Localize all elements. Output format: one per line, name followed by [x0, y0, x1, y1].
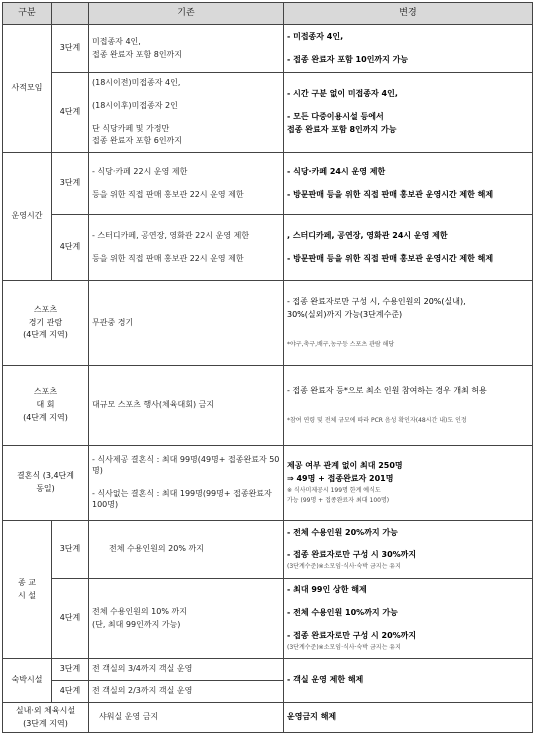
wedding-old	[89, 446, 284, 521]
rules-table-container	[2, 2, 532, 733]
gathering-l3-old-1: 미접종자 4인,	[92, 36, 141, 46]
religion-cat-1: 종 교	[18, 577, 36, 587]
gathering-l4-new-2: - 모든 다중이용시설 등에서	[287, 112, 384, 122]
hours-l3-row	[3, 153, 533, 215]
header-old: 기존	[89, 3, 284, 25]
sports-watch-category	[3, 281, 89, 366]
hours-l3-new-1: - 식당·카페 24시 운영 제한	[287, 166, 386, 176]
wedding-cat-2: 동일)	[36, 484, 55, 493]
religion-l3-new	[284, 521, 533, 579]
sports-watch-old: 무관중 경기	[89, 281, 284, 366]
wedding-new-2: ⇒ 49명 + 접종완료자 201명	[287, 473, 394, 483]
gathering-category: 사적모임	[3, 25, 52, 153]
religion-l3-old: 전체 수용인원의 20% 까지	[89, 521, 284, 579]
wedding-category	[3, 446, 89, 521]
religion-l4-new	[284, 579, 533, 659]
gym-old: 샤워실 운영 금지	[89, 703, 284, 733]
religion-l4-old	[89, 579, 284, 659]
hours-l4-new	[284, 215, 533, 281]
gym-new: 운영금지 해제	[284, 703, 533, 733]
gym-category	[3, 703, 89, 733]
gathering-l4-new-3: 접종 완료자 포함 8인까지 가능	[287, 124, 397, 134]
gathering-l3-new	[284, 25, 533, 73]
sports-watch-note: *야구,축구,배구,농구등 스포츠 관람 해당	[287, 340, 395, 348]
religion-l3-new-1: - 전체 수용인원 20%까지 가능	[287, 527, 398, 537]
hours-l3-level: 3단계	[52, 153, 89, 215]
gathering-l4-row	[3, 73, 533, 153]
hours-l4-new-1: , 스터디카페, 공연장, 영화관 24시 운영 제한	[287, 230, 448, 240]
gathering-l3-old	[89, 25, 284, 73]
religion-l3-row	[3, 521, 533, 579]
religion-l3-new-3: (3단계수준)※소모임·식사·숙박 금지는 유지	[287, 563, 401, 571]
header-blank	[52, 3, 89, 25]
gym-row	[3, 703, 533, 733]
religion-l3-new-2: - 접종 완료자로만 구성 시 30%까지	[287, 550, 417, 560]
gathering-l4-old-3: 단 식당카페 및 가정만	[92, 123, 170, 133]
gathering-l3-old-2: 접종 완료자 포함 8인까지	[92, 49, 182, 59]
gym-cat-2: (3단계 지역)	[23, 718, 68, 728]
religion-l4-new-2: - 전체 수용인원 10%까지 가능	[287, 608, 398, 618]
religion-l4-row	[3, 579, 533, 659]
wedding-new-1: 제공 여부 관계 없이 최대 250명	[287, 461, 403, 471]
gathering-l3-row	[3, 25, 533, 73]
religion-l4-new-4: (3단계수준)※소모임·식사·숙박 금지는 유지	[287, 643, 401, 651]
sports-watch-new-2: 30%(실외)까지 가능(3단계수준)	[287, 309, 403, 319]
sports-watch-row	[3, 281, 533, 366]
sports-event-cat-2: 대 회	[36, 400, 55, 410]
sports-event-cat-3: (4단계 지역)	[23, 412, 68, 422]
sports-event-new-1: - 접종 완료자 등*으로 최소 인원 참여하는 경우 개최 허용	[287, 386, 487, 396]
hours-l3-old-2: 등을 위한 직접 판매 홍보관 22시 운영 제한	[92, 189, 244, 199]
wedding-new	[284, 446, 533, 521]
gathering-l3-new-2: - 접종 완료자 포함 10인까지 가능	[287, 54, 409, 64]
hours-category: 운영시간	[3, 153, 52, 281]
sports-watch-cat-3: (4단계 지역)	[23, 330, 68, 340]
gathering-l4-old	[89, 73, 284, 153]
religion-cat-2: 시 설	[18, 590, 36, 600]
religion-l4-old-1: 전체 수용인원의 10% 까지	[92, 606, 187, 616]
gym-cat-1: 실내·외 체육시설	[15, 705, 76, 715]
lodging-l3-row	[3, 659, 533, 681]
hours-l4-old	[89, 215, 284, 281]
header-new: 변경	[284, 3, 533, 25]
sports-event-cat-1: 스포츠	[33, 387, 58, 397]
gathering-l3-new-1: - 미접종자 4인,	[287, 31, 344, 41]
hours-l3-old-1: - 식당·카페 22시 운영 제한	[92, 166, 188, 176]
sports-event-note: *참여 연령 및 전체 규모에 따라 PCR 음성 확인자(48시간 내)도 인정	[287, 416, 467, 424]
sports-watch-new	[284, 281, 533, 366]
sports-event-category	[3, 366, 89, 446]
religion-l4-level: 4단계	[52, 579, 89, 659]
gathering-l4-old-2: (18시이후)미접종자 2인	[92, 100, 178, 110]
sports-event-old: 대규모 스포츠 행사(체육대회) 금지	[89, 366, 284, 446]
header-row	[3, 3, 533, 25]
sports-event-new	[284, 366, 533, 446]
rules-table	[2, 2, 533, 733]
wedding-old-1: - 식사제공 결혼식 : 최대 99명(49명+ 접종완료자 50명)	[92, 455, 280, 476]
gathering-l4-old-4: 접종 완료자 포함 6인까지	[92, 136, 182, 146]
gathering-l4-level: 4단계	[52, 73, 89, 153]
wedding-new-3: ※ 식사미제공시 199명 한계 예식도	[287, 486, 381, 494]
hours-l4-level: 4단계	[52, 215, 89, 281]
lodging-l4-old: 전 객실의 2/3까지 객실 운영	[89, 681, 284, 703]
sports-watch-cat-2: 경기 관람	[28, 317, 63, 327]
lodging-category: 숙박시설	[3, 659, 52, 703]
religion-l4-new-1: - 최대 99인 상한 해제	[287, 585, 367, 595]
religion-l4-old-2: (단, 최대 99인까지 가능)	[92, 619, 181, 629]
gathering-l4-new	[284, 73, 533, 153]
lodging-l3-old: 전 객실의 3/4까지 객실 운영	[89, 659, 284, 681]
lodging-l4-level: 4단계	[52, 681, 89, 703]
hours-l4-old-1: - 스터디카페, 공연장, 영화관 22시 운영 제한	[92, 230, 250, 240]
hours-l3-new-2: - 방문판매 등을 위한 직접 판매 홍보관 운영시간 제한 해제	[287, 189, 494, 199]
hours-l3-new	[284, 153, 533, 215]
religion-category	[3, 521, 52, 659]
religion-l3-level: 3단계	[52, 521, 89, 579]
wedding-old-2: - 식사없는 결혼식 : 최대 199명(99명+ 접종완료자 100명)	[92, 489, 272, 509]
sports-watch-new-1: - 접종 완료자로만 구성 시, 수용인원의 20%(실내),	[287, 297, 466, 307]
hours-l4-row	[3, 215, 533, 281]
wedding-cat-1: 결혼식 (3,4단계	[16, 471, 75, 481]
hours-l4-old-2: 등을 위한 직접 판매 홍보관 22시 운영 제한	[92, 253, 244, 263]
header-category: 구분	[3, 3, 52, 25]
religion-l4-new-3: - 접종 완료자로만 구성 시 20%까지	[287, 630, 417, 640]
lodging-l3-level: 3단계	[52, 659, 89, 681]
gathering-l3-level: 3단계	[52, 25, 89, 73]
gathering-l4-old-1: (18시이전)미접종자 4인,	[92, 77, 181, 87]
hours-l3-old	[89, 153, 284, 215]
lodging-new: - 객실 운영 제한 해제	[284, 659, 533, 703]
sports-watch-cat-1: 스포츠	[33, 304, 58, 314]
gathering-l4-new-1: - 시간 구분 없이 미접종자 4인,	[287, 89, 398, 99]
wedding-row	[3, 446, 533, 521]
sports-event-row	[3, 366, 533, 446]
wedding-new-4: 가능 (99명 + 접종완료자 최대 100명)	[287, 496, 390, 504]
hours-l4-new-2: - 방문판매 등을 위한 직접 판매 홍보관 운영시간 제한 해제	[287, 253, 494, 263]
